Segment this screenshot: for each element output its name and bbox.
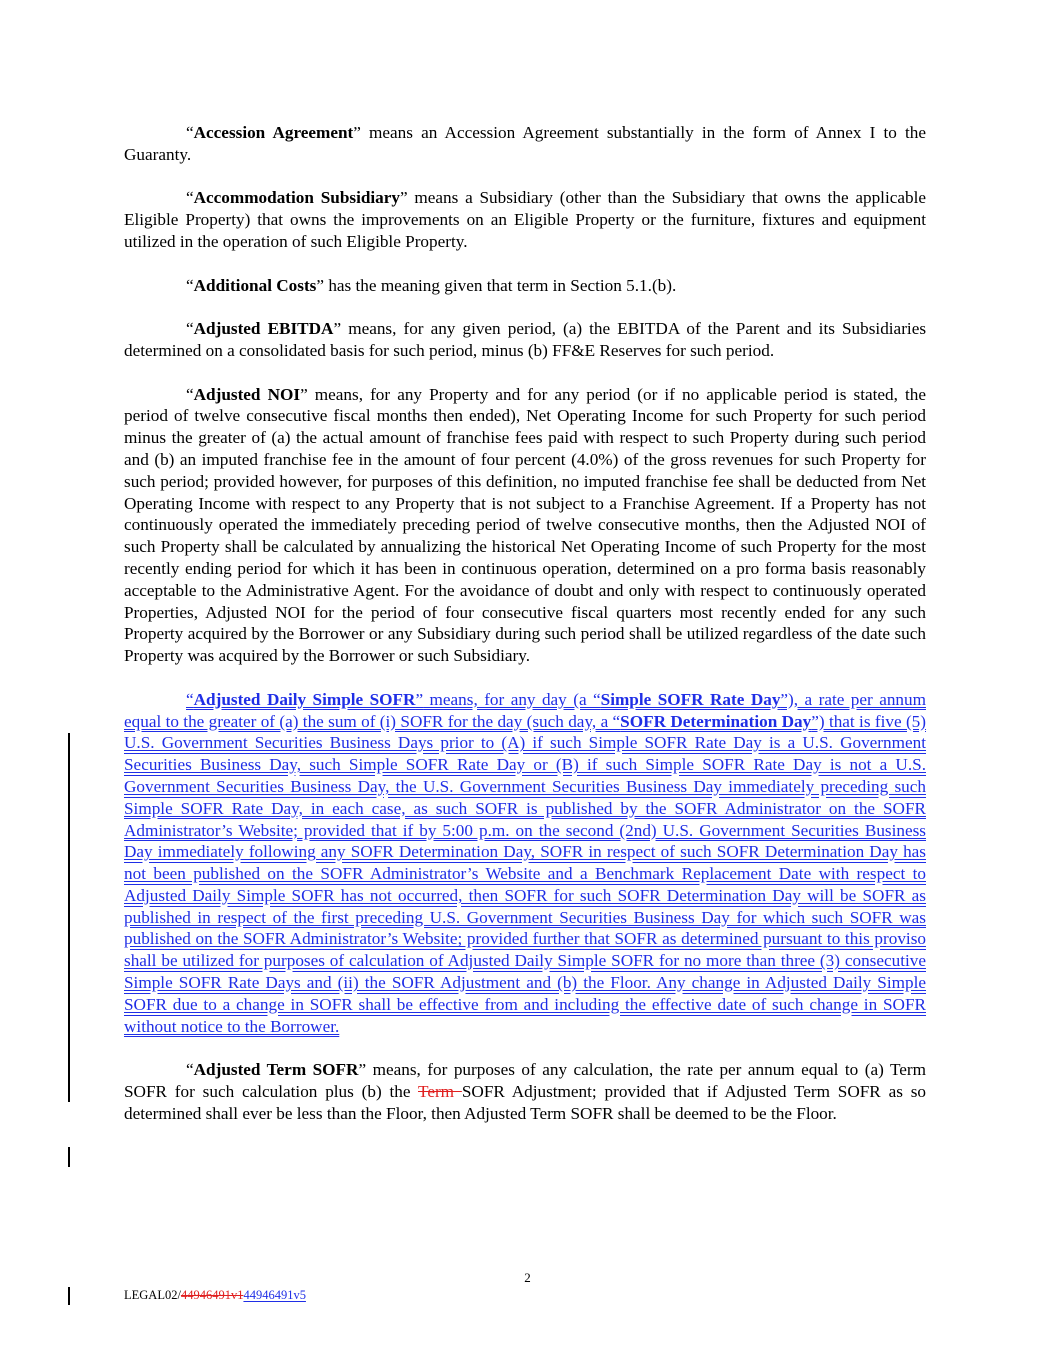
definition-additional-costs: “Additional Costs” has the meaning given that term in Section 5.1.(b). [186, 275, 677, 295]
definition-text: means, for any day (a “ [423, 689, 601, 709]
definition-text: means a Subsidiary (other than the Subsidiary that owns the applicable Eligible Property) that owns the improvements on an Eligible Property or the furniture, fixtures and equipment utilized in the operation of such Eligible Property. [124, 188, 926, 251]
definition-text: means, for any Property and for any period (or if no applicable period is stated, the period of twelve consecutive fiscal months then ended), Net Operating Income for such Property for such period minus the greater of (a) the actual amount of franchise fees paid with respect to such Property during such period and (b) an imputed franchise fee in the amount of four percent (4.0%) of the gross revenues for such Property for such period; provided however, for purposes of this definition, no imputed franchise fee shall be deducted from Net Operating Income with respect to any Property that is not subject to a Franchise Agreement. If a Property has not continuously operated the immediately preceding period of twelve consecutive months, then the Adjusted NOI of such Property shall be calculated by annualizing the historical Net Operating Income of such Property for the most recently ending period for which it has been in continuous operation, determined on a pro forma basis reasonably acceptable to the Administrative Agent. For the avoidance of doubt and only with respect to continuously operated Properties, Adjusted NOI for the period of four consecutive fiscal quarters most recently ended for any such Property acquired by the Borrower or any Subsidiary during such period shall be utilized regardless of the date such Property was acquired by the Borrower or such Subsidiary. [124, 384, 926, 666]
definition-adjusted-noi: “Adjusted NOI” means, for any Property and for any period (or if no applicable period is stated, the period of twelve consecutive fiscal months then ended), Net Operating Income for such Property for such period minus the greater of (a) the actual amount of franchise fees paid with respect to such Property during such period and (b) an imputed franchise fee in the amount of four percent (4.0%) of the gross revenues for such Property for such period; provided however, for purposes of this definition, no imputed franchise fee shall be deducted from Net Operating Income with respect to any Property that is not subject to a Franchise Agreement. If a Property has not continuously operated the immediately preceding period of twelve consecutive months, then the Adjusted NOI of such Property shall be calculated by annualizing the historical Net Operating Income of such Property for the most recently ending period for which it has been in continuous operation, determined on a pro forma basis reasonably acceptable to the Administrative Agent. For the avoidance of doubt and only with respect to continuously operated Properties, Adjusted NOI for the period of four consecutive fiscal quarters most recently ended for any such Property acquired by the Borrower or any Subsidiary during such period shall be utilized regardless of the date such Property was acquired by the Borrower or such Subsidiary. [124, 384, 926, 666]
definition-adjusted-ebitda: “Adjusted EBITDA” means, for any given period, (a) the EBITDA of the Parent and its Subsidiaries determined on a consolidated basis for such period, minus (b) FF&E Reserves for such period. [124, 319, 927, 360]
change-bar [68, 733, 70, 1102]
definition-text: means, for any given period, (a) the EBITDA of the Parent and its Subsidiaries determined on a consolidated basis for such period, minus (b) FF&E Reserves for such period. [124, 319, 927, 360]
definition-adjusted-term-sofr: “Adjusted Term SOFR” means, for purposes of any calculation, the rate per annum equal to (a) Term SOFR for such calculation plus (b) the Term SOFR Adjustment; provided that if Adjusted Term SOFR as so determined shall ever be less than the Floor, then Adjusted Term SOFR shall be deemed to be the Floor. [124, 1060, 927, 1123]
change-bar [68, 1287, 70, 1305]
deleted-text: Term [418, 1082, 462, 1102]
defined-term: Simple SOFR Rate Day [600, 689, 781, 709]
defined-term: SOFR Determination Day [620, 711, 812, 731]
document-body [124, 122, 926, 1146]
change-bar [68, 1147, 70, 1167]
page-number: 2 [524, 1270, 531, 1285]
defined-term: Accession Agreement [193, 123, 354, 142]
defined-term: Adjusted NOI [193, 384, 301, 404]
definition-text: SOFR Adjustment; provided that if Adjusted Term SOFR as so determined shall ever be less than the Floor, then Adjusted Term SOFR shall be deemed to be the Floor. [124, 1082, 926, 1123]
doc-prefix: LEGAL02/ [124, 1288, 181, 1302]
defined-term: Adjusted Term SOFR [193, 1060, 359, 1080]
definition-accommodation-subsidiary: “Accommodation Subsidiary” means a Subsidiary (other than the Subsidiary that owns the applicable Eligible Property) that owns the improvements on an Eligible Property or the furniture, fixtures and equipment utilized in the operation of such Eligible Property. [124, 188, 926, 251]
defined-term: Accommodation Subsidiary [193, 188, 400, 208]
doc-id-deleted: 44946491v1 [180, 1288, 244, 1302]
defined-term: Additional Costs [193, 275, 317, 295]
definition-text: has the meaning given that term in Section 5.1.(b). [324, 275, 677, 295]
defined-term: Adjusted EBITDA [193, 319, 334, 339]
document-id [124, 1288, 306, 1303]
definition-accession-agreement: “Accession Agreement” means an Accession Agreement substantially in the form of Annex I to the Guaranty. [124, 123, 927, 164]
inserted-definition-adjusted-daily-simple-sofr: “Adjusted Daily Simple SOFR” means, for any day (a “Simple SOFR Rate Day”), a rate per annum equal to the greater of (a) the sum of (i) SOFR for the day (such day, a “SOFR Determination Day”) that is five (5) U.S. Government Securities Business Days prior to (A) if such Simple SOFR Rate Day is a U.S. Government Securities Business Day, such Simple SOFR Rate Day or (B) if such Simple SOFR Rate Day is not a U.S. Government Securities Business Day, the U.S. Government Securities Business Day immediately preceding such Simple SOFR Rate Day, in each case, as such SOFR is published by the SOFR Administrator on the SOFR Administrator’s Website; provided that if by 5:00 p.m. on the second (2nd) U.S. Government Securities Business Day immediately following any SOFR Determination Day, SOFR in respect of such SOFR Determination Day has not been published on the SOFR Administrator’s Website and a Benchmark Replacement Date with respect to Adjusted Daily Simple SOFR has not occurred, then SOFR for such SOFR Determination Day will be SOFR as published in respect of the first preceding U.S. Government Securities Business Day for which such SOFR was published on the SOFR Administrator’s Website; provided further that SOFR as determined pursuant to this proviso shall be utilized for purposes of calculation of Adjusted Daily Simple SOFR for no more than three (3) consecutive Simple SOFR Rate Days and (ii) the SOFR Adjustment and (b) the Floor. Any change in Adjusted Daily Simple SOFR due to a change in SOFR shall be effective from and including the effective date of such change in SOFR without notice to the Borrower. [124, 689, 926, 1036]
defined-term: Adjusted Daily Simple SOFR [193, 689, 416, 709]
doc-id-inserted: 44946491v5 [243, 1288, 306, 1302]
definition-text: ”) that is five (5) U.S. Government Securities Business Days prior to (A) if such Simple SOFR Rate Day is a U.S. Government Securities Business Day, such Simple SOFR Rate Day or (B) if such Simple SOFR Rate Day is not a U.S. Government Securities Business Day, the U.S. Government Securities Business Day immediately preceding such Simple SOFR Rate Day, in each case, as such SOFR is published by the SOFR Administrator on the SOFR Administrator’s Website; provided that if by 5:00 p.m. on the second (2nd) U.S. Government Securities Business Day immediately following any SOFR Determination Day, SOFR in respect of such SOFR Determination Day has not been published on the SOFR Administrator’s Website and a Benchmark Replacement Date with respect to Adjusted Daily Simple SOFR has not occurred, then SOFR for such SOFR Determination Day will be SOFR as published in respect of the first preceding U.S. Government Securities Business Day for which such SOFR was published on the SOFR Administrator’s Website; provided further that SOFR as determined pursuant to this proviso shall be utilized for purposes of calculation of Adjusted Daily Simple SOFR for no more than three (3) consecutive Simple SOFR Rate Days and (ii) the SOFR Adjustment and (b) the Floor. Any change in Adjusted Daily Simple SOFR due to a change in SOFR shall be effective from and including the effective date of such change in SOFR without notice to the Borrower. [124, 711, 926, 1036]
definition-text: means an Accession Agreement substantially in the form of Annex I to the Guaranty. [124, 123, 927, 164]
definition-text: means, for purposes of any calculation, the rate per annum equal to (a) Term SOFR for such calculation plus (b) the [124, 1060, 927, 1102]
definition-text: ”), a rate per annum equal to the greater of (a) the sum of (i) SOFR for the day (such day, a “ [124, 689, 926, 731]
